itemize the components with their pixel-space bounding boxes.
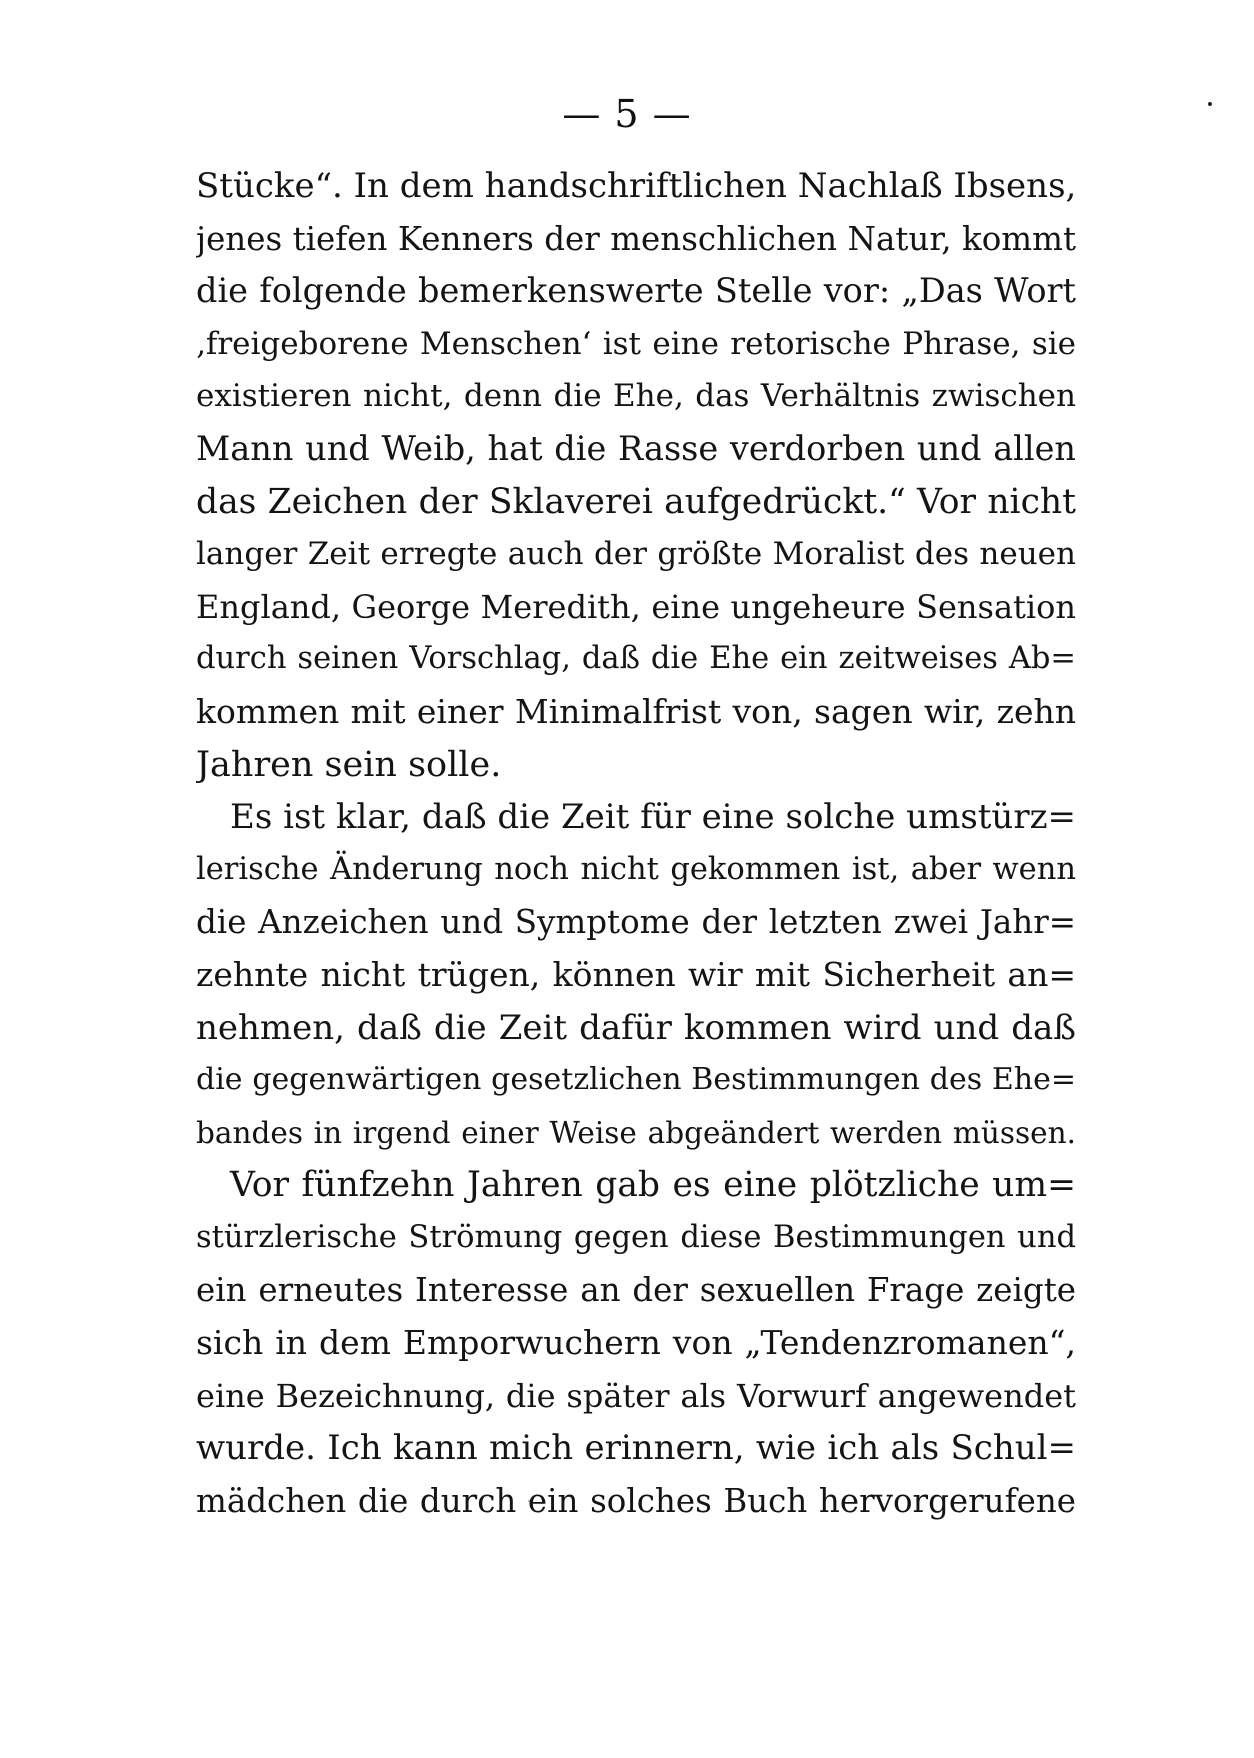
- text-line: die Anzeichen und Symptome der letzten zwei Jahr=: [196, 903, 1076, 942]
- text-line: die gegenwärtigen gesetzlichen Bestimmungen des Ehe=: [196, 1062, 1076, 1098]
- text-line: lerische Änderung noch nicht gekommen ist, aber wenn: [196, 851, 1076, 887]
- text-line: langer Zeit erregte auch der größte Moralist des neuen: [196, 536, 1076, 573]
- text-line: bandes in irgend einer Weise abgeändert werden müssen.: [196, 1115, 1076, 1150]
- paragraph-start-line: Es ist klar, daß die Zeit für eine solche umstürz=: [230, 797, 1076, 838]
- page-number: — 5 —: [562, 92, 692, 136]
- text-line: sich in dem Emporwuchern von „Tendenzromanen“,: [196, 1323, 1076, 1363]
- text-line: wurde. Ich kann mich erinnern, wie ich als Schul=: [196, 1428, 1076, 1469]
- text-line: das Zeichen der Sklaverei aufgedrückt.“ Vor nicht: [196, 481, 1076, 522]
- scan-speck: [1208, 102, 1212, 106]
- text-line: Jahren sein solle.: [196, 744, 502, 785]
- text-line: Stücke“. In dem handschriftlichen Nachlaß Ibsens,: [196, 166, 1076, 206]
- text-line: England, George Meredith, eine ungeheure Sensation: [196, 587, 1076, 626]
- scan-speck: [528, 1500, 530, 1502]
- text-line: ‚freigeborene Menschen‘ ist eine retorische Phrase, sie: [196, 325, 1076, 362]
- text-line: ein erneutes Interesse an der sexuellen Frage zeigte: [196, 1271, 1076, 1310]
- text-line: kommen mit einer Minimalfrist von, sagen wir, zehn: [196, 691, 1076, 731]
- text-line: existieren nicht, denn die Ehe, das Verhältnis zwischen: [196, 378, 1076, 415]
- body-text: [196, 160, 1076, 1527]
- text-line: Mann und Weib, hat die Rasse verdorben und allen: [196, 428, 1076, 468]
- text-line: die folgende bemerkenswerte Stelle vor: „Das Wort: [196, 271, 1076, 311]
- text-line: eine Bezeichnung, die später als Vorwurf angewendet: [196, 1376, 1076, 1415]
- text-line: durch seinen Vorschlag, daß die Ehe ein zeitweises Ab=: [196, 641, 1076, 677]
- text-line: mädchen die durch ein solches Buch hervorgerufene: [196, 1481, 1076, 1520]
- text-line: jenes tiefen Kenners der menschlichen Natur, kommt: [196, 219, 1076, 258]
- text-line: zehnte nicht trügen, können wir mit Sicherheit an=: [196, 954, 1076, 994]
- text-line: stürzlerische Strömung gegen diese Bestimmungen und: [196, 1219, 1076, 1255]
- paragraph-start-line: Vor fünfzehn Jahren gab es eine plötzliche um=: [230, 1165, 1076, 1206]
- text-line: nehmen, daß die Zeit dafür kommen wird und daß: [196, 1007, 1076, 1048]
